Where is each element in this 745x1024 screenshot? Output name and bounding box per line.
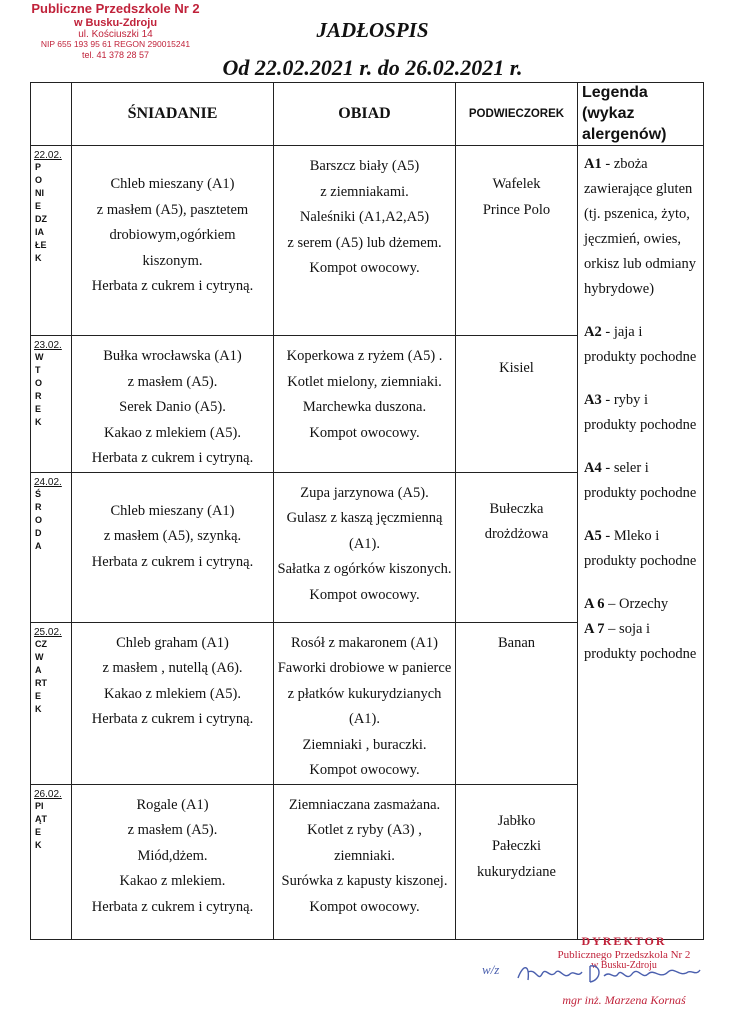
legend-code: A1	[584, 156, 602, 173]
day-cell	[31, 336, 72, 473]
lunch-line: Kotlet mielony, ziemniaki.	[287, 373, 442, 390]
day-cell	[31, 784, 72, 939]
lunch-line: Ziemniaki , buraczki.	[302, 736, 427, 753]
lunch-cell	[274, 784, 456, 939]
stamp-line-3: ul. Kościuszki 14	[78, 28, 153, 40]
header-legend: Legenda (wykaz alergenów)	[578, 83, 704, 146]
breakfast-line: z masłem (A5), pasztetem	[96, 201, 249, 218]
snack-line: drożdżowa	[484, 526, 549, 543]
director-line-2: w Busku-Zdroju	[591, 960, 657, 972]
breakfast-line: Kakao z mlekiem.	[119, 873, 226, 890]
day-date: 25.02.	[34, 626, 62, 638]
lunch-line: Kompot owocowy.	[309, 762, 420, 779]
stamp-line-4: NIP 655 193 95 61 REGON 290015241	[40, 39, 191, 50]
breakfast-line: Herbata z cukrem i cytryną.	[91, 450, 254, 467]
legend-item	[584, 320, 697, 370]
date-range: Od 22.02.2021 r. do 26.02.2021 r.	[222, 55, 523, 80]
lunch-line: Zupa jarzynowa (A5).	[300, 484, 429, 501]
legend-text: - seler i produkty pochodne	[584, 460, 697, 502]
lunch-line: (A1).	[348, 535, 380, 552]
breakfast-cell	[72, 622, 274, 784]
snack-line: Banan	[497, 634, 536, 651]
day-date: 22.02.	[34, 150, 62, 162]
menu-table	[30, 82, 704, 940]
lunch-line: Kotlet z ryby (A3) ,	[307, 822, 422, 839]
legend-code: A 7	[584, 621, 605, 638]
snack-line: Bułeczka	[489, 500, 544, 517]
director-title: DYREKTOR	[581, 934, 667, 948]
day-name: CZWARTEK	[35, 638, 47, 714]
lunch-cell	[274, 146, 456, 336]
breakfast-line: Miód,dżem.	[137, 847, 208, 864]
breakfast-line: Herbata z cukrem i cytryną.	[91, 711, 254, 728]
breakfast-line: drobiowym,ogórkiem	[109, 227, 236, 244]
lunch-line: Ziemniaczana zasmażana.	[288, 796, 441, 813]
legend-code: A3	[584, 392, 602, 409]
lunch-line: Koperkowa z ryżem (A5) .	[286, 348, 443, 365]
director-name: mgr inż. Marzena Kornaś	[562, 993, 686, 1008]
signature-block	[470, 934, 720, 1009]
header-snack: PODWIECZOREK	[456, 83, 578, 146]
document-title: JADŁOSPIS	[316, 18, 429, 42]
day-date: 23.02.	[34, 340, 62, 352]
day-name: PIĄTEK	[35, 800, 47, 850]
lunch-line: Kompot owocowy.	[309, 586, 420, 603]
breakfast-line: Kakao z mlekiem (A5).	[104, 685, 241, 702]
lunch-line: z serem (A5) lub dżemem.	[287, 234, 442, 251]
legend-item	[584, 592, 697, 617]
lunch-line: Rosół z makaronem (A1)	[291, 634, 438, 651]
snack-cell	[456, 336, 578, 473]
breakfast-line: z masłem (A5), szynką.	[103, 528, 242, 545]
handwritten-signature	[478, 956, 708, 990]
day-cell	[31, 146, 72, 336]
stamp-line-5: tel. 41 378 28 57	[81, 49, 150, 60]
day-name: PONIEDZIAŁEK	[35, 162, 47, 264]
legend-text: - ryby i produkty pochodne	[584, 392, 697, 434]
lunch-cell	[274, 336, 456, 473]
legend-item	[584, 617, 697, 667]
breakfast-line: z masłem , nutellą (A6).	[102, 660, 243, 677]
snack-line: Wafelek	[492, 176, 541, 193]
breakfast-line: Chleb mieszany (A1)	[110, 176, 235, 193]
breakfast-line: z masłem (A5).	[127, 373, 218, 390]
snack-cell	[456, 472, 578, 622]
lunch-line: ziemniaki.	[334, 847, 395, 864]
snack-cell	[456, 784, 578, 939]
lunch-line: Barszcz biały (A5)	[309, 158, 420, 175]
legend-code: A5	[584, 528, 602, 545]
legend-code: A4	[584, 460, 602, 477]
day-row	[31, 146, 704, 336]
snack-cell	[456, 622, 578, 784]
breakfast-cell	[72, 336, 274, 473]
legend-item	[584, 524, 697, 574]
signature-prefix: w/z	[482, 962, 500, 977]
legend-text: - zboża zawierające gluten (tj. pszenica, żyto, jęczmień, owies, orkisz lub odmiany hybrydowe)	[584, 156, 696, 298]
legend-text: - jaja i produkty pochodne	[584, 324, 697, 366]
breakfast-cell	[72, 146, 274, 336]
breakfast-line: z masłem (A5).	[127, 822, 218, 839]
breakfast-cell	[72, 472, 274, 622]
day-name: ŚRODA	[35, 488, 43, 551]
snack-cell	[456, 146, 578, 336]
day-date: 24.02.	[34, 476, 62, 488]
lunch-line: (A1).	[348, 711, 380, 728]
day-cell	[31, 472, 72, 622]
snack-line: Jabłko	[497, 812, 536, 829]
header-breakfast: ŚNIADANIE	[72, 83, 274, 146]
lunch-cell	[274, 472, 456, 622]
snack-line: Kisiel	[499, 360, 534, 377]
day-name: WTOREK	[35, 352, 44, 428]
snack-line: kukurydziane	[477, 863, 556, 880]
lunch-line: Naleśniki (A1,A2,A5)	[299, 209, 430, 226]
breakfast-line: kiszonym.	[142, 252, 203, 269]
snack-line: Pałeczki	[491, 838, 542, 855]
header-row	[31, 83, 704, 146]
breakfast-line: Rogale (A1)	[136, 796, 209, 813]
lunch-cell	[274, 622, 456, 784]
legend-item	[584, 152, 697, 302]
legend-text: - Mleko i produkty pochodne	[584, 528, 697, 570]
header-lunch: OBIAD	[274, 83, 456, 146]
legend-item	[584, 456, 697, 506]
lunch-line: Gulasz z kaszą jęczmienną	[286, 510, 443, 527]
breakfast-line: Kakao z mlekiem (A5).	[104, 424, 241, 441]
lunch-line: Kompot owocowy.	[309, 260, 420, 277]
header-day	[31, 83, 72, 146]
legend-code: A2	[584, 324, 602, 341]
lunch-line: z ziemniakami.	[320, 183, 409, 200]
lunch-line: Kompot owocowy.	[309, 424, 420, 441]
breakfast-line: Chleb mieszany (A1)	[110, 502, 235, 519]
breakfast-line: Bułka wrocławska (A1)	[103, 348, 242, 365]
snack-line: Prince Polo	[482, 201, 551, 218]
lunch-line: Surówka z kapusty kiszonej.	[281, 873, 448, 890]
breakfast-line: Herbata z cukrem i cytryną.	[91, 898, 254, 915]
breakfast-line: Chleb graham (A1)	[116, 634, 229, 651]
breakfast-line: Serek Danio (A5).	[119, 399, 226, 416]
lunch-line: z płatków kukurydzianych	[287, 685, 442, 702]
lunch-line: Kompot owocowy.	[309, 898, 420, 915]
breakfast-line: Herbata z cukrem i cytryną.	[91, 278, 254, 295]
legend-text: – soja i produkty pochodne	[584, 621, 697, 663]
breakfast-line: Herbata z cukrem i cytryną.	[91, 553, 254, 570]
lunch-line: Sałatka z ogórków kiszonych.	[277, 561, 452, 578]
legend-code: A 6	[584, 596, 605, 613]
lunch-line: Faworki drobiowe w panierce	[277, 660, 452, 677]
day-cell	[31, 622, 72, 784]
lunch-line: Marchewka duszona.	[302, 399, 427, 416]
stamp-line-1: Publiczne Przedszkole Nr 2	[31, 1, 200, 16]
stamp-line-2: w Busku-Zdroju	[73, 16, 158, 29]
breakfast-cell	[72, 784, 274, 939]
menu-body	[31, 146, 704, 940]
allergen-legend	[578, 146, 704, 940]
day-date: 26.02.	[34, 788, 62, 800]
legend-item	[584, 388, 697, 438]
director-line-1: Publicznego Przedszkola Nr 2	[557, 949, 691, 961]
legend-text: – Orzechy	[604, 596, 669, 613]
